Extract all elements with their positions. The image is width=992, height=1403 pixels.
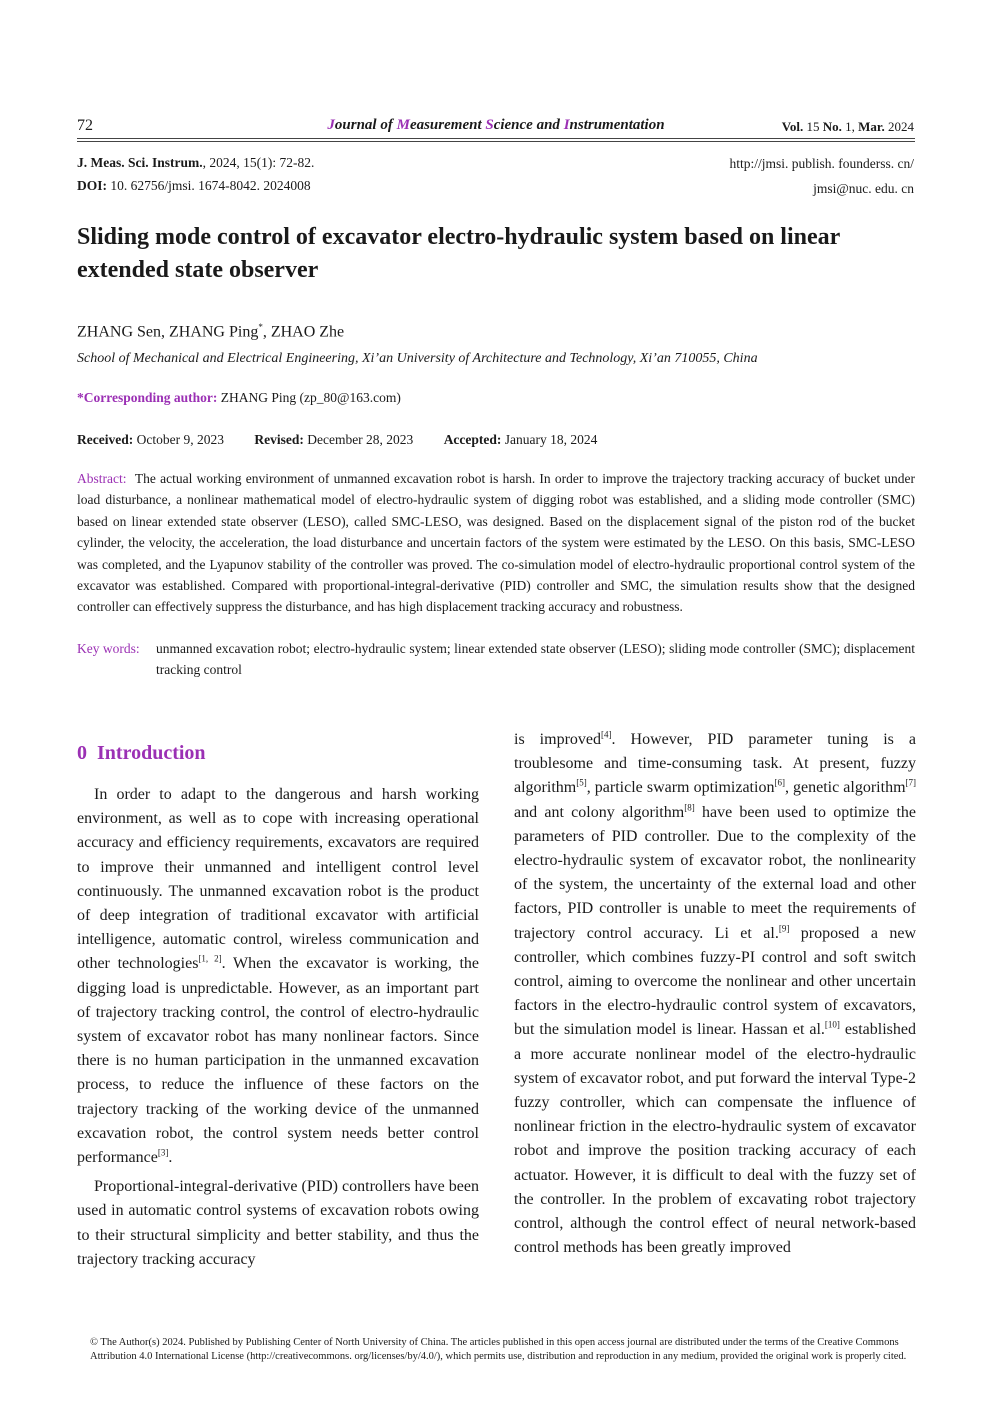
para-text: , particle swarm optimization — [586, 779, 775, 797]
intro-paragraph-2: Proportional-integral-derivative (PID) controllers have been used in automatic control systems of excavation robots owing to their structural simplicity and better stability, and thus the trajectory tracking accuracy — [77, 1178, 479, 1268]
affiliation: School of Mechanical and Electrical Engineering, Xi’an University of Architecture and Technology, Xi’an 710055, China — [77, 351, 758, 366]
para-text: . When the excavator is working, the digging load is unpredictable. However, as an important part of trajectory tracking control, the control of electro-hydraulic system of excavator robot has many nonlinear factors. Since there is no human participation in the unmanned excavation process, to reduce the influence of these factors on the trajectory tracking of the working device of the unmanned excavation robot, the control system needs better control performance — [77, 955, 479, 1167]
dates-line — [77, 432, 624, 448]
citation-ref[interactable]: [4] — [601, 729, 612, 740]
citation-ref[interactable]: [6] — [774, 778, 785, 789]
author-list — [77, 322, 344, 341]
intro-paragraph-1 — [77, 783, 479, 1170]
year: 2024 — [884, 119, 914, 134]
vol-label: Vol. — [781, 119, 804, 134]
accepted-value: January 18, 2024 — [501, 432, 598, 447]
citation-ref[interactable]: [8] — [684, 802, 695, 813]
citation-ref[interactable]: [5] — [576, 778, 587, 789]
para-text: , genetic algorithm — [784, 779, 906, 797]
doi-link[interactable]: 10. 62756/jmsi. 1674-8042. 2024008 — [107, 178, 311, 193]
citation-block — [77, 151, 314, 197]
journal-contact — [730, 151, 915, 201]
journal-url[interactable]: http://jmsi. publish. founderss. cn/ — [729, 156, 914, 171]
header-rule — [77, 138, 915, 142]
volume-info — [782, 119, 914, 135]
vol-sep: , — [851, 119, 859, 134]
citation-line — [77, 151, 314, 174]
section-number: 0 — [77, 742, 87, 764]
journal-cap-j: J — [327, 117, 335, 133]
title-line-2: extended state observer — [77, 257, 319, 283]
title-line-1: Sliding mode control of excavator electro-hydraulic system based on linear — [77, 224, 841, 250]
journal-cap-m: M — [396, 117, 410, 133]
citation-ref[interactable]: [1, 2] — [198, 954, 222, 965]
authors-first: ZHANG Sen, ZHANG Ping — [77, 323, 259, 341]
journal-cap-s: S — [485, 117, 494, 133]
corresponding-text[interactable]: ZHANG Ping (zp_80@163.com) — [217, 390, 401, 405]
para-text: proposed a new controller, which combines fuzzy-PI control and soft switch control, aiming to overcome the nonlinear and other uncertain factors in the electro-hydraulic control system of excavators, but the simulation model is linear. Hassan et al. — [514, 924, 916, 1039]
para-text: established a more accurate nonlinear model of the electro-hydraulic system of excavator robot, and put forward the interval Type-2 fuzzy controller, which can compensate the influence of nonlinear friction in the electro-hydraulic system of excavator robot and improve the position tracking accuracy of each actuator. However, it is difficult to deal with the fuzzy set of the controller. In the problem of excavating robot trajectory control, although the control effect of neural network-based control methods has been greatly improved — [514, 1021, 916, 1257]
para-text: have been used to optimize the parameters of PID controller. Due to the complexity of the electro-hydraulic system of excavator robot, the nonlinearity of the system, the uncertainty of the external load and other factors, PID controller is unable to meet the requirements of trajectory control accuracy. Li et al. — [514, 803, 916, 942]
received-value: October 9, 2023 — [133, 432, 224, 447]
journal-part-4: nstrumentation — [569, 117, 665, 133]
doi-label: DOI: — [77, 178, 107, 193]
received-date — [77, 432, 224, 448]
citation-ref[interactable]: [3] — [157, 1147, 169, 1158]
no-label: No. — [822, 119, 842, 134]
received-label: Received: — [77, 432, 134, 447]
corresponding-mark: * — [258, 322, 263, 332]
accepted-date — [444, 432, 598, 448]
journal-cap-i: I — [563, 117, 570, 133]
intro-paragraph-2-cont — [514, 728, 916, 1260]
journal-email[interactable]: jmsi@nuc. edu. cn — [813, 181, 914, 196]
vol-number: 15 — [803, 119, 823, 134]
journal-part-2: easurement — [409, 117, 486, 133]
body-left-column — [77, 783, 479, 1272]
para-text: is improved — [514, 731, 602, 748]
section-title: Introduction — [97, 742, 206, 764]
revised-date — [254, 432, 413, 448]
journal-part-1: ournal of — [334, 117, 397, 133]
license-footer: © The Author(s) 2024. Published by Publishing Center of North University of China. The articles published in this open access journal are distributed under the terms of the Creative Commons Attribution 4.0 International License (http://creativecommons. org/licenses/by/4.0/), which permits use, distribution and reproduction in any medium, provided the original work is properly cited. — [90, 1337, 907, 1362]
issue-number: 1 — [841, 119, 852, 134]
keywords-text: unmanned excavation robot; electro-hydraulic system; linear extended state observer (LESO); sliding mode controller (SMC); displacement tracking control — [156, 641, 915, 678]
revised-value: December 28, 2023 — [303, 432, 414, 447]
citation-ref[interactable]: [10] — [824, 1020, 840, 1031]
section-heading — [77, 742, 206, 765]
para-text: In order to adapt to the dangerous and harsh working environment, as well as to cope with increasing operational accuracy and efficiency requirements, excavators are required to improve their unmanned and intelligent control level continuously. The unmanned excavation robot is the product of deep integration of traditional excavator with artificial intelligence, automatic control, wireless communication and other technologies — [77, 786, 479, 973]
corresponding-author — [77, 390, 401, 406]
citation-label: J. Meas. Sci. Instrum. — [77, 155, 203, 170]
para-text: . However, PID parameter tuning is a troublesome and time-consuming task. At present, fuzzy algorithm — [514, 731, 916, 797]
keywords-label: Key words: — [77, 641, 140, 656]
para-text: . — [168, 1149, 173, 1167]
citation-text: , 2024, 15(1): 72-82. — [202, 155, 315, 170]
accepted-label: Accepted: — [443, 432, 502, 447]
abstract-text: The actual working environment of unmanned excavation robot is harsh. In order to improve the trajectory tracking accuracy of bucket under load disturbance, a nonlinear mathematical model of electro-hydraulic system of digging robot was established, and a sliding mode controller (SMC) based on linear extended state observer (LESO), called SMC-LESO, was designed. Based on the displacement signal of the piston rod of the bucket cylinder, the velocity, the acceleration, the load disturbance and uncertain factors of the system were estimated by the LESO. On this basis, SMC-LESO was completed, and the Lyapunov stability of the controller was proved. The co-simulation model of electro-hydraulic proportional control system of the excavator was established. Compared with proportional-integral-derivative (PID) controller and SMC, the simulation results show that the designed controller can effectively suppress the disturbance, and has high displacement tracking accuracy and robustness. — [77, 471, 916, 615]
corresponding-label: *Corresponding author: — [77, 390, 218, 405]
citation-ref[interactable]: [7] — [905, 778, 917, 789]
page-number: 72 — [77, 117, 93, 134]
citation-ref[interactable]: [9] — [778, 923, 790, 934]
abstract — [77, 468, 915, 618]
abstract-label: Abstract: — [77, 471, 127, 486]
keywords — [77, 638, 915, 678]
revised-label: Revised: — [254, 432, 304, 447]
para-text: and ant colony algorithm — [514, 803, 685, 821]
paper-title — [77, 221, 922, 287]
authors-rest: , ZHAO Zhe — [262, 323, 345, 341]
doi-line — [77, 174, 314, 197]
month-label: Mar. — [858, 119, 885, 134]
body-right-column — [514, 728, 916, 1260]
journal-part-3: cience and — [493, 117, 564, 133]
